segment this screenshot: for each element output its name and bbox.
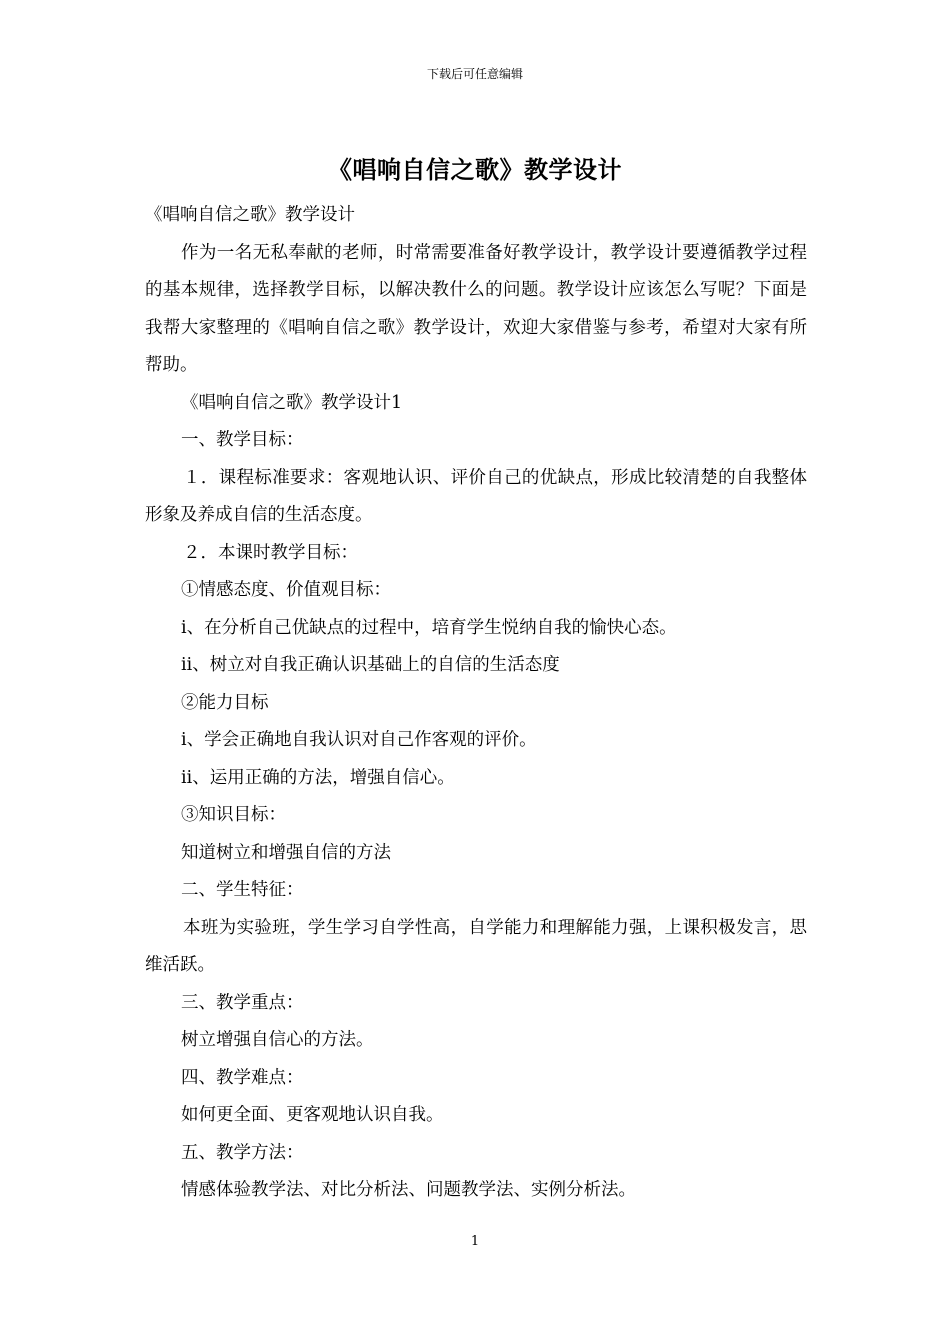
heading-student-features: 二、学生特征：	[181, 880, 304, 900]
paragraph-emotion-2: ⅱ、树立对自我正确认识基础上的自信的生活态度	[181, 655, 560, 675]
paragraph-ability-2: ⅱ、运用正确的方法，增强自信心。	[181, 767, 455, 788]
paragraph-knowledge-goals: ③知识目标：	[181, 805, 286, 825]
paragraph-student-features: 本班为实验班，学生学习自学性高，自学能力和理解能力强，上课积极发言，思维活跃。	[145, 917, 807, 975]
heading-objectives: 一、教学目标：	[181, 430, 304, 450]
paragraph-difficulties: 如何更全面、更客观地认识自我。	[181, 1105, 444, 1125]
document-title: 《唱响自信之歌》教学设计	[328, 155, 622, 184]
paragraph-lesson-goals: ２．本课时教学目标：	[183, 542, 358, 563]
paragraph-methods: 情感体验教学法、对比分析法、问题教学法、实例分析法。	[181, 1180, 636, 1200]
paragraph-emotion-goals: ①情感态度、价值观目标：	[181, 580, 391, 600]
document-body	[145, 197, 807, 1210]
paragraph-emotion-1: ⅰ、在分析自己优缺点的过程中，培育学生悦纳自我的愉快心态。	[181, 617, 677, 638]
heading-difficulties: 四、教学难点：	[181, 1067, 304, 1088]
paragraph-ability-1: ⅰ、学会正确地自我认识对自己作客观的评价。	[181, 730, 537, 750]
page-number: 1	[470, 1234, 480, 1249]
page-header: 下载后可任意编辑	[426, 67, 523, 81]
section-title: 《唱响自信之歌》教学设计1	[181, 392, 403, 413]
paragraph-key-points: 树立增强自信心的方法。	[181, 1030, 374, 1050]
paragraph-knowledge-1: 知道树立和增强自信的方法	[181, 842, 391, 863]
paragraph-standard: １．课程标准要求：客观地认识、评价自己的优缺点，形成比较清楚的自我整体形象及养成自信的生活态度。	[145, 467, 807, 525]
intro-paragraph: 作为一名无私奉献的老师，时常需要准备好教学设计，教学设计要遵循教学过程的基本规律，选择教学目标，以解决教什么的问题。教学设计应该怎么写呢？下面是我帮大家整理的《唱响自信之歌》教学设计，欢迎大家借鉴与参考，希望对大家有所帮助。	[145, 242, 807, 375]
subtitle-paragraph: 《唱响自信之歌》教学设计	[145, 205, 355, 225]
heading-methods: 五、教学方法：	[181, 1142, 304, 1163]
heading-key-points: 三、教学重点：	[181, 992, 304, 1013]
paragraph-ability-goals: ②能力目标	[181, 692, 269, 713]
